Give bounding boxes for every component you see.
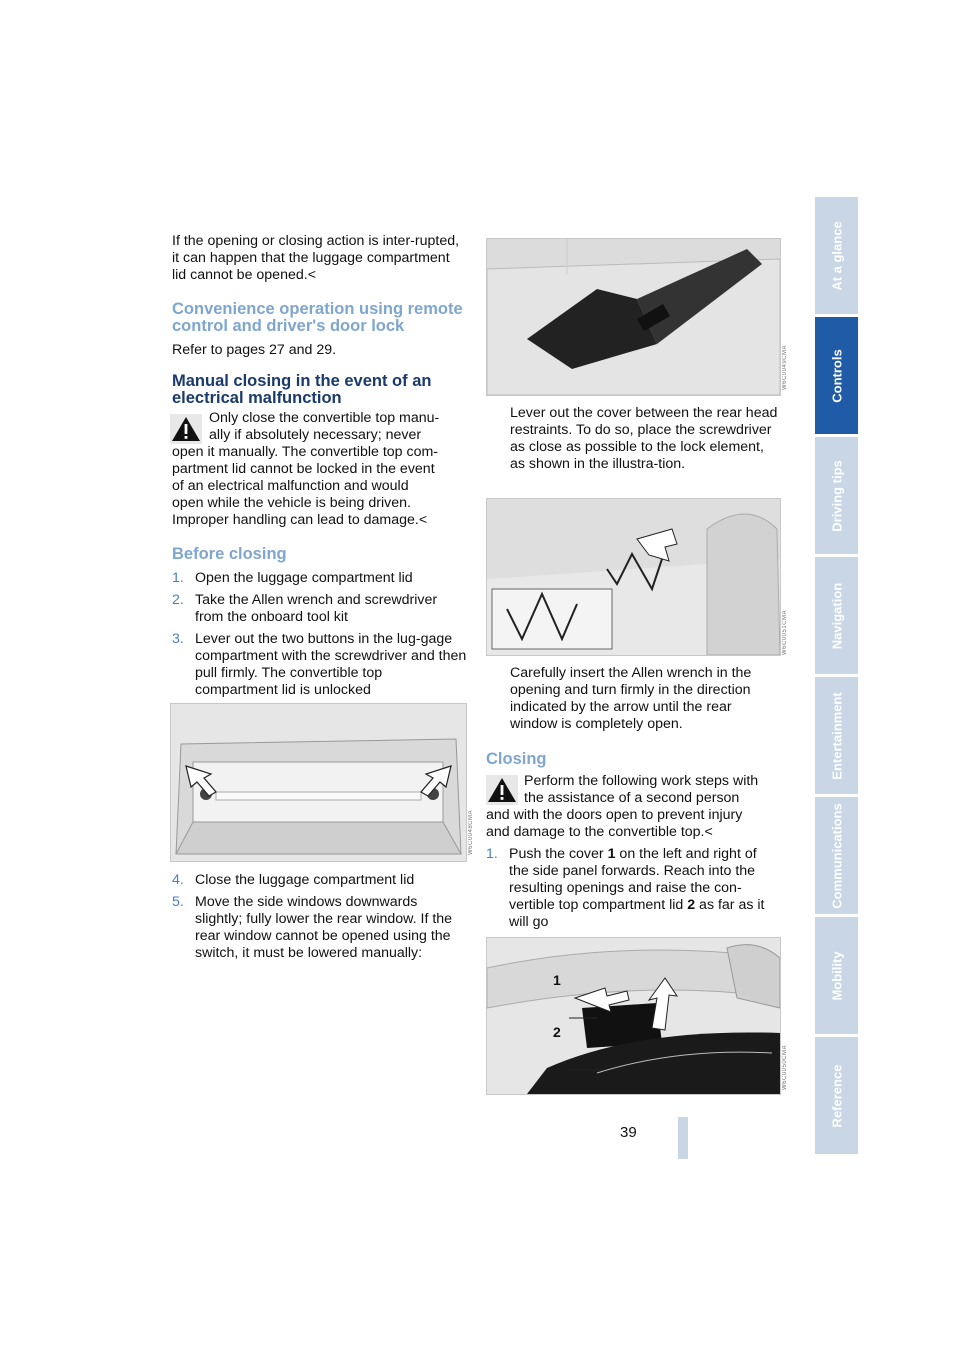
figure-code: W6C0048CMA [468, 810, 474, 856]
lever-paragraph: Lever out the cover between the rear head restraints. To do so, place the screwdriver as close as possible to the lock element, as shown in the illustra-tion. [510, 405, 778, 472]
tab-label: Entertainment [829, 691, 844, 780]
figure-code: W6C0051CMA [782, 610, 788, 656]
warning-line: open it manually. The convertible top com- [172, 444, 439, 460]
step-text: Take the Allen wrench and screwdriver from the onboard tool kit [195, 592, 438, 625]
tab-entertainment[interactable] [815, 677, 858, 794]
step-text: Open the luggage compartment lid [195, 570, 413, 586]
figure-cover-screwdriver [486, 238, 781, 396]
heading-convenience [172, 301, 472, 335]
heading-before-closing: Before closing [172, 545, 287, 563]
step-text: Lever out the two buttons in the lug-gage compartment with the screwdriver and then pull firmly. The convertible top compartment lid is unlocked [195, 631, 467, 698]
section-tabs [815, 197, 858, 1157]
list-item [172, 570, 467, 587]
intro-text: If the opening or closing action is inter-rupted, it can happen that the luggage compartment lid cannot be opened. [172, 233, 460, 283]
warning-icon [170, 414, 202, 444]
warning-line-text: and damage to the convertible top. [486, 824, 705, 840]
end-mark: < [307, 267, 316, 283]
figure-code: W6C0050CMA [782, 1045, 788, 1091]
step-text: Move the side windows downwards slightly; fully lower the rear window. If the rear window cannot be opened using the switch, it must be lowered manually: [195, 894, 453, 961]
warning-line: Perform the following work steps with [524, 773, 759, 789]
steps-before-closing-continued [172, 872, 467, 967]
tab-label: At a glance [829, 220, 844, 291]
list-item [172, 631, 467, 699]
intro-paragraph [172, 233, 462, 284]
heading-convenience-line-2: control and driver's door lock [172, 317, 405, 335]
step-number: 1. [172, 570, 184, 586]
heading-manual-line-1: Manual closing in the event of an [172, 372, 432, 390]
figure-label-2: 2 [553, 1024, 561, 1040]
part-label: 2 [687, 897, 696, 913]
step-text: as far as it will go [509, 897, 765, 930]
figure-allen-wrench [486, 498, 781, 656]
tab-label: Reference [829, 1064, 844, 1127]
page-number-bar [678, 1117, 688, 1159]
step-text: Push the cover [509, 846, 608, 862]
warning-icon [486, 775, 518, 805]
heading-convenience-line-1: Convenience operation using remote [172, 300, 463, 318]
insert-paragraph: Carefully insert the Allen wrench in the opening and turn firmly in the direction indicated by the arrow until the rear window is completely open. [510, 665, 752, 732]
warning-line: of an electrical malfunction and would [172, 478, 409, 494]
tab-controls[interactable] [815, 317, 858, 434]
tab-label: Mobility [829, 950, 844, 1001]
step-number: 1. [486, 846, 498, 862]
tab-label: Navigation [829, 582, 844, 649]
list-item [172, 894, 467, 962]
tab-label: Controls [829, 348, 844, 403]
figure-luggage-compartment [170, 703, 467, 862]
warning-line: partment lid cannot be locked in the event [172, 461, 435, 477]
end-mark: < [704, 824, 713, 840]
list-item [172, 872, 467, 889]
tab-driving-tips[interactable] [815, 437, 858, 554]
steps-before-closing [172, 570, 467, 704]
refer-text: Refer to pages 27 and 29. [172, 342, 337, 358]
tab-at-a-glance[interactable] [815, 197, 858, 314]
warning-line: ally if absolutely necessary; never [209, 427, 422, 443]
step-number: 2. [172, 592, 184, 608]
figure-label-1: 1 [553, 972, 561, 988]
step-text: on the left and right of the side panel forwards. Reach into the resulting openings and raise the con-vertible top compartment lid [509, 846, 757, 913]
end-mark: < [418, 512, 428, 528]
heading-manual-line-2: electrical malfunction [172, 389, 342, 407]
step-text: Close the luggage compartment lid [195, 872, 415, 888]
step-number: 3. [172, 631, 184, 647]
tab-communications[interactable] [815, 797, 858, 914]
tab-label: Driving tips [829, 459, 844, 532]
steps-closing [486, 846, 778, 936]
figure-side-panel [486, 937, 781, 1095]
step-number: 5. [172, 894, 184, 910]
tab-label: Communications [829, 802, 844, 909]
tab-mobility[interactable] [815, 917, 858, 1034]
warning-line-text: Improper handling can lead to damage. [172, 512, 419, 528]
step-number: 4. [172, 872, 184, 888]
warning-line: Only close the convertible top manu- [209, 410, 440, 426]
tab-navigation[interactable] [815, 557, 858, 674]
list-item [486, 846, 778, 931]
page-number: 39 [620, 1124, 637, 1141]
figure-code: W6C0049CMA [782, 345, 788, 391]
heading-manual-closing [172, 373, 472, 407]
warning-line: open while the vehicle is being driven. [172, 495, 411, 511]
heading-closing: Closing [486, 750, 547, 768]
warning-line-last [486, 824, 713, 841]
part-label: 1 [607, 846, 616, 862]
tab-reference[interactable] [815, 1037, 858, 1154]
warning-line: the assistance of a second person [524, 790, 740, 806]
list-item [172, 592, 467, 626]
warning-line: and with the doors open to prevent injury [486, 807, 743, 823]
warning-line-last [172, 512, 427, 529]
